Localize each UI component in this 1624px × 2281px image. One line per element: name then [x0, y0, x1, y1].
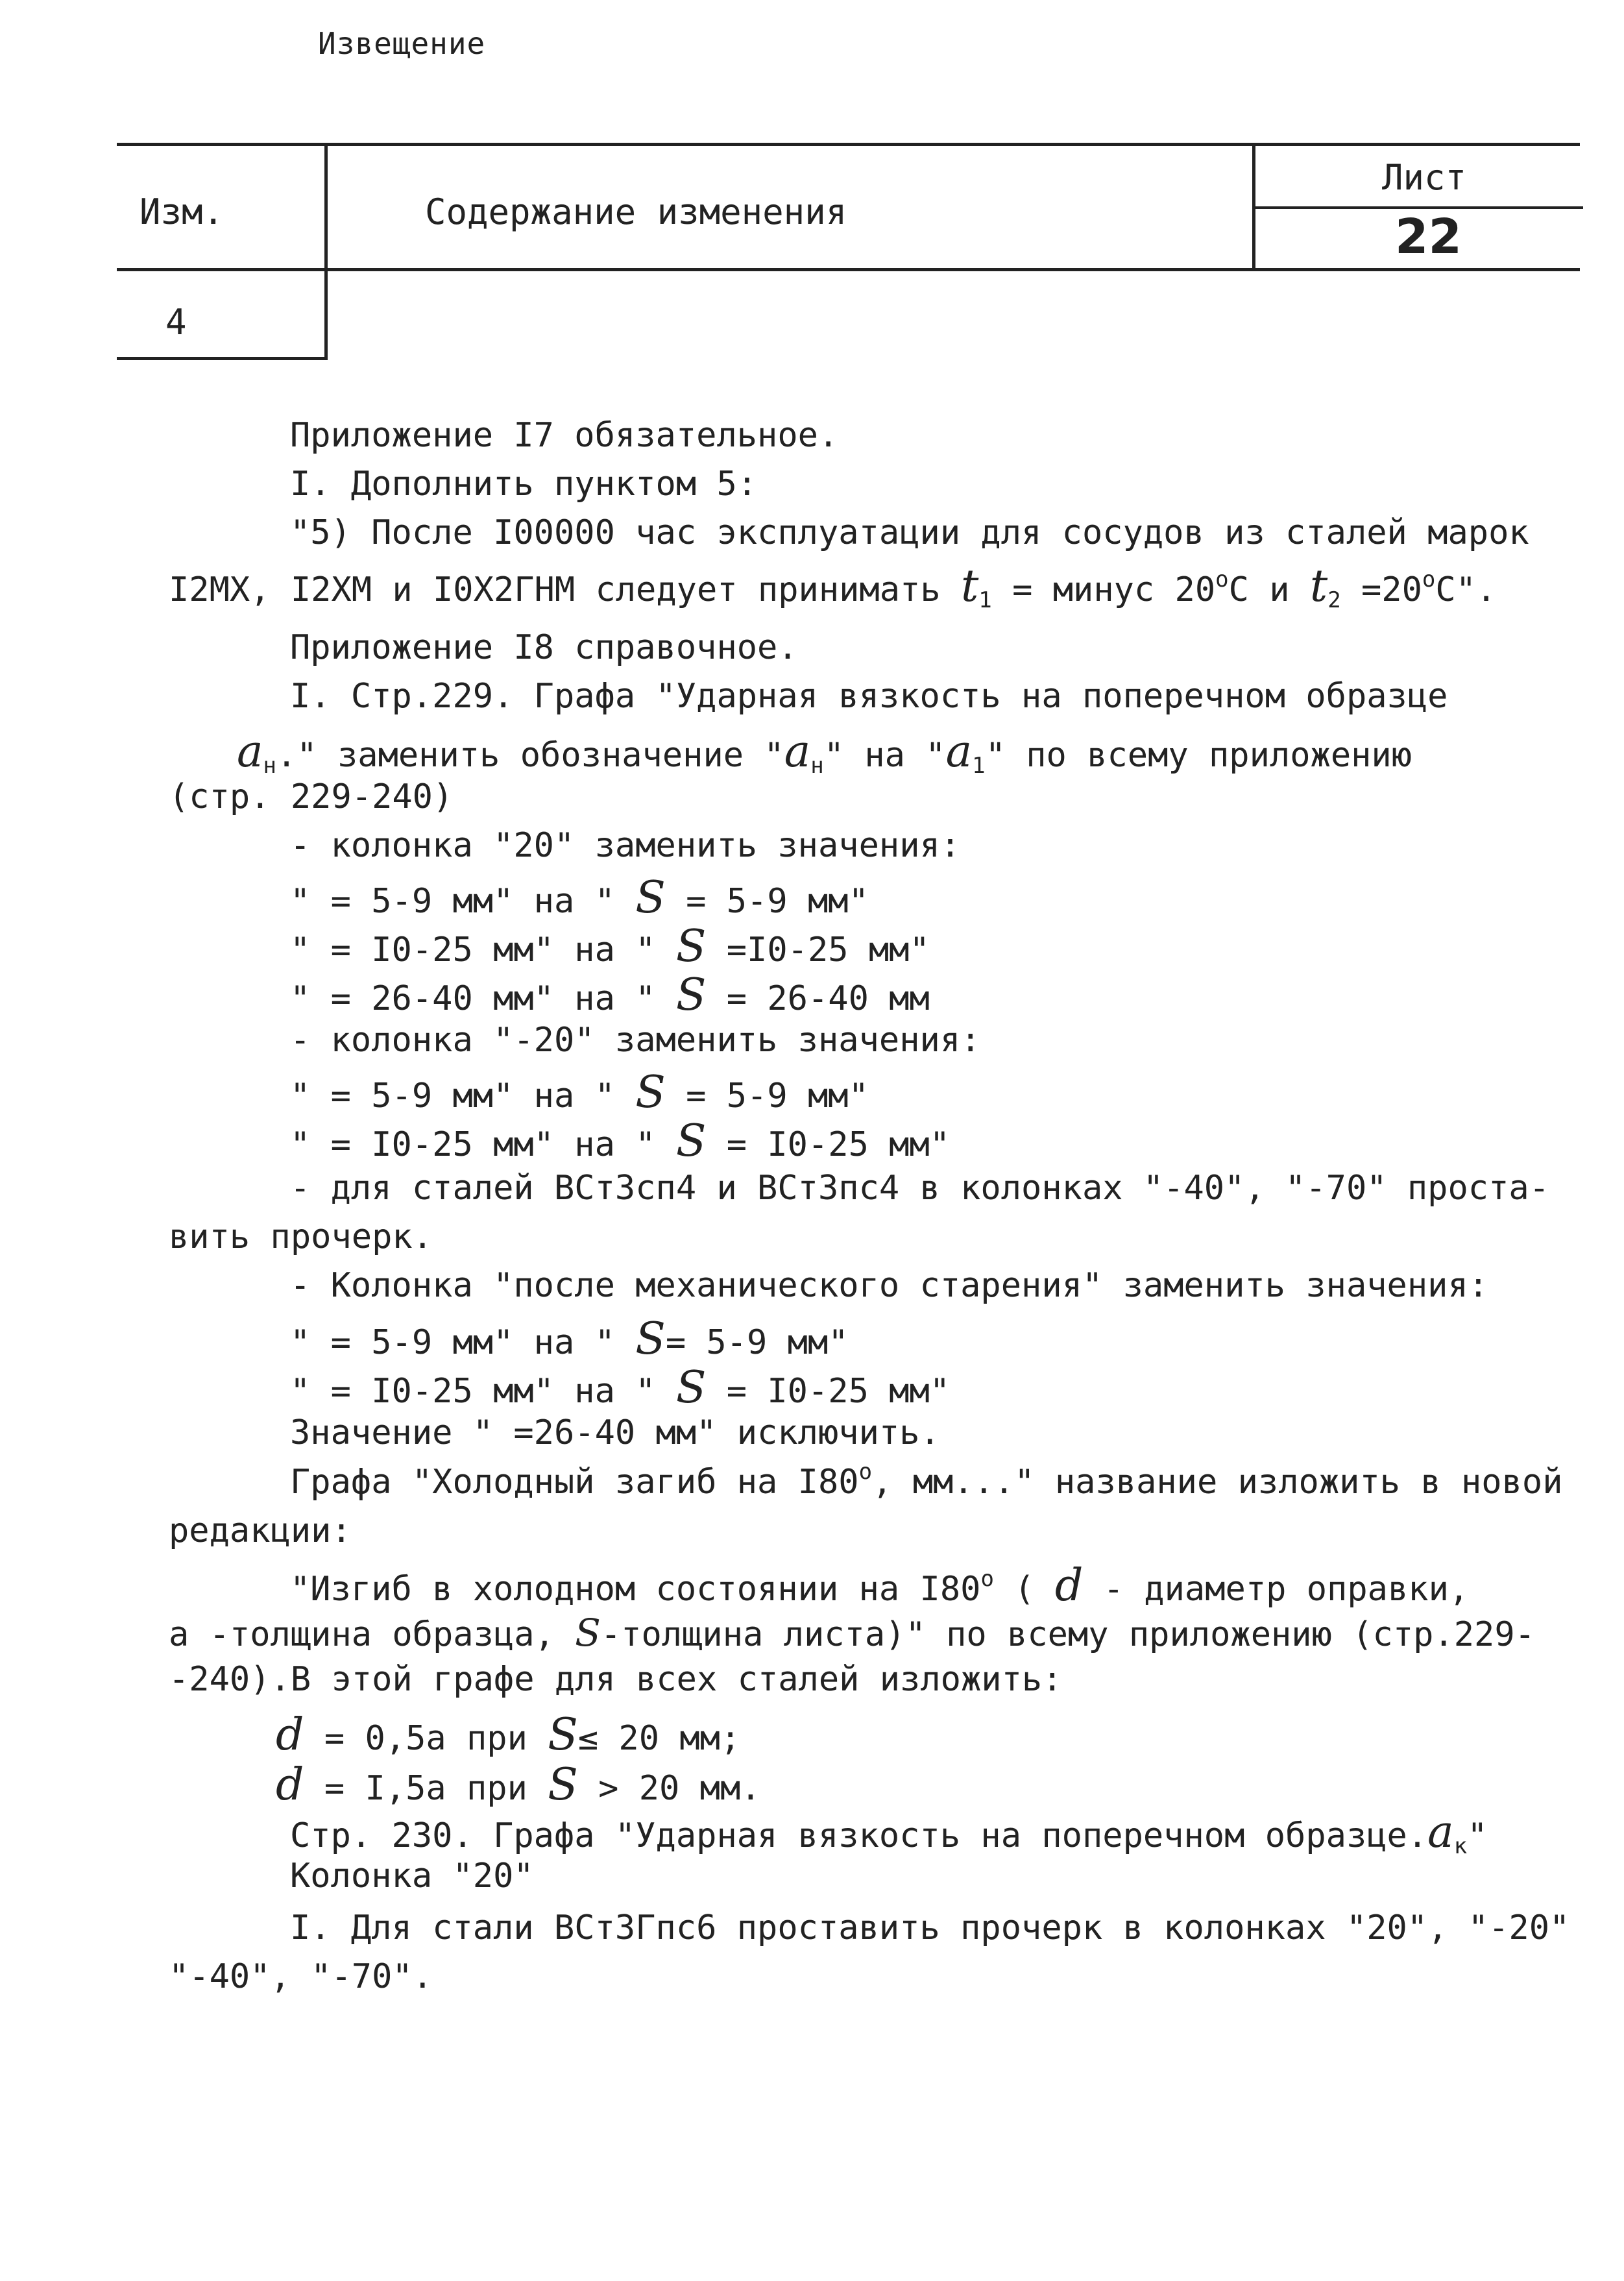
symbol-a: a	[237, 726, 263, 777]
header-sheet-label: Лист	[1382, 157, 1467, 198]
text-line: -240).В этой графе для всех сталей изложить:	[169, 1660, 1063, 1699]
symbol-a: a	[784, 726, 811, 777]
text-line: вить прочерк.	[169, 1217, 433, 1256]
symbol-s: S	[635, 1313, 666, 1365]
text-line: (стр. 229-240)	[169, 777, 454, 816]
text-line: "-40", "-70".	[169, 1957, 433, 1996]
symbol-d: d	[1054, 1560, 1084, 1611]
table-col-divider-1	[324, 143, 328, 360]
symbol-d: d	[276, 1709, 304, 1761]
text-line: редакции:	[169, 1511, 352, 1550]
text-line: " = I0-25 мм" на " S =I0-25 мм"	[290, 921, 930, 972]
change-number: 4	[165, 302, 187, 343]
symbol-a: a	[945, 726, 973, 777]
text-line: d = 0,5а при S≤ 20 мм;	[276, 1709, 741, 1761]
text-line: " = 5-9 мм" на " S= 5-9 мм"	[290, 1313, 849, 1365]
symbol-s: S	[575, 1611, 601, 1655]
text-line: Значение " =26-40 мм" исключить.	[290, 1413, 940, 1452]
text-line: d = I,5а при S > 20 мм.	[276, 1759, 761, 1811]
text-line: " = 5-9 мм" на " S = 5-9 мм"	[290, 872, 869, 923]
text-line: $a_н$." заменить обозначение "$a_н$" на "$a_1$" по всему приложению	[237, 726, 1412, 779]
text-line: - колонка "-20" заменить значения:	[290, 1021, 981, 1060]
text-line: - Колонка "после механического старения" заменить значения:	[290, 1266, 1489, 1305]
symbol-s: S	[675, 1362, 707, 1413]
symbol-s: S	[635, 872, 666, 923]
header-change-label: Изм.	[139, 191, 224, 232]
symbol-s: S	[675, 921, 707, 972]
text-line: Графа "Холодный загиб на $I80^о$, мм..." название изложить в новой	[290, 1459, 1563, 1502]
change-row-bottom-rule	[117, 357, 328, 360]
symbol-s: S	[675, 1116, 707, 1167]
symbol-t: t	[1309, 561, 1328, 612]
text-line: "5) После I00000 час эксплуатации для сосудов из сталей марок	[290, 513, 1529, 552]
text-line: " = 5-9 мм" на " S = 5-9 мм"	[290, 1067, 869, 1118]
symbol-d: d	[276, 1759, 304, 1811]
symbol-a: a	[1427, 1807, 1454, 1858]
text-line: I. Дополнить пунктом 5:	[290, 465, 758, 504]
text-line: Колонка "20"	[290, 1857, 534, 1896]
text-line: I2МХ, I2ХМ и I0Х2ГНМ следует принимать $t_1$ = минус $20^оС$ и $t_2 =20^оС$".	[169, 561, 1497, 613]
symbol-s: S	[548, 1759, 578, 1811]
table-header-bottom-rule	[117, 268, 1580, 271]
text-line: "Изгиб в холодном состоянии на $I80^о$ ( d - диаметр оправки,	[290, 1560, 1470, 1611]
text-line: " = I0-25 мм" на " S = I0-25 мм"	[290, 1116, 951, 1167]
header-content-label: Содержание изменения	[425, 191, 847, 232]
symbol-s: S	[675, 970, 707, 1021]
text-line: " = I0-25 мм" на " S = I0-25 мм"	[290, 1362, 951, 1413]
text-line: I. Для стали ВСт3Гпс6 проставить прочерк в колонках "20", "-20"	[290, 1909, 1570, 1947]
sheet-divider-tail	[1544, 206, 1583, 209]
text-line: Стр. 230. Графа "Ударная вязкость на поперечном $образце.a_к$"	[290, 1807, 1488, 1859]
text-line: Приложение I8 справочное.	[290, 628, 798, 667]
table-col-divider-2	[1252, 143, 1255, 271]
sheet-number: 22	[1395, 209, 1462, 265]
text-line: " = 26-40 мм" на " S = 26-40 мм	[290, 970, 930, 1021]
text-line: - колонка "20" заменить значения:	[290, 826, 961, 865]
symbol-s: S	[635, 1067, 666, 1118]
symbol-t: t	[960, 561, 979, 612]
symbol-s: S	[548, 1709, 578, 1761]
text-line: Приложение I7 обязательное.	[290, 416, 839, 455]
text-line: I. Стр.229. Графа "Ударная вязкость на поперечном образце	[290, 677, 1448, 716]
text-line: а -толщина образца, S-толщина листа)" по всему приложению (стр.229-	[169, 1611, 1535, 1655]
notice-label: Извещение	[318, 26, 486, 61]
table-top-rule	[117, 143, 1580, 146]
text-line: - для сталей ВСт3сп4 и ВСт3пс4 в колонках "-40", "-70" проста-	[290, 1169, 1550, 1208]
